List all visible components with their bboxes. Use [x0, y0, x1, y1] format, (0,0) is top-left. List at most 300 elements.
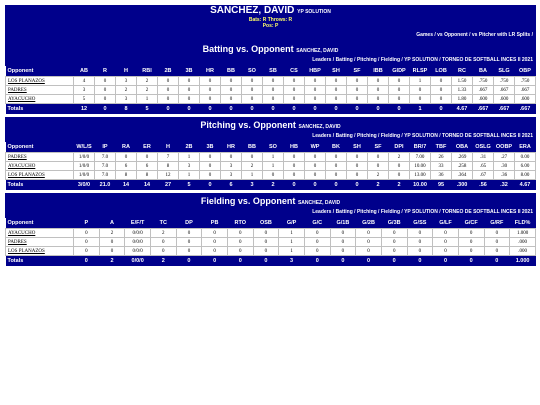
pitching-title-name: SANCHEZ, DAVID: [298, 124, 341, 130]
fielding-cell: 0: [202, 229, 228, 238]
batting-nav-links[interactable]: Leaders / Batting / Pitching / Fielding / YP SOLUTION / TORNEO DE SOFTBALL INCES II 2021: [5, 55, 536, 66]
batting-cell: 0: [347, 95, 368, 104]
batting-column-header[interactable]: AB: [74, 66, 95, 77]
fielding-cell: 0: [330, 247, 356, 256]
batting-cell: 5: [74, 95, 95, 104]
fielding-cell: 0: [484, 238, 510, 247]
fielding-cell: 0/0/0: [125, 238, 151, 247]
pitching-column-header[interactable]: ER: [137, 142, 158, 153]
pitching-cell: 0: [326, 171, 347, 180]
batting-header-row: [6, 66, 536, 77]
batting-column-header[interactable]: RLSP: [410, 66, 431, 77]
fielding-cell: 0: [484, 247, 510, 256]
batting-cell: 2: [116, 86, 137, 95]
batting-cell: 1.33: [452, 86, 473, 95]
pitching-section-title: [5, 117, 536, 131]
pitching-cell: 0: [368, 162, 389, 171]
fielding-column-header[interactable]: G/CF: [458, 218, 484, 229]
batting-cell: .750: [473, 77, 494, 86]
batting-cell: .600: [494, 95, 515, 104]
batting-cell: 0: [410, 95, 431, 104]
batting-cell: 0: [347, 77, 368, 86]
pitching-cell: 0: [326, 153, 347, 162]
batting-column-header[interactable]: IBB: [368, 66, 389, 77]
batting-column-header[interactable]: HBP: [305, 66, 326, 77]
fielding-cell: .000: [510, 238, 536, 247]
fielding-total-cell: 0: [330, 256, 356, 267]
fielding-column-header[interactable]: G/P: [279, 218, 305, 229]
fielding-cell: 0: [74, 229, 100, 238]
batting-cell: 0: [284, 86, 305, 95]
pitching-header-row: [6, 142, 536, 153]
batting-cell: 0: [431, 86, 452, 95]
batting-total-cell: 4.67: [452, 104, 473, 115]
bats-throws: Bats: R Throws: R: [248, 17, 293, 23]
pitching-column-header[interactable]: ERA: [515, 142, 536, 153]
batting-cell: 0: [221, 77, 242, 86]
pitching-total-cell: 14: [116, 180, 137, 191]
pitching-column-header[interactable]: Opponent: [6, 142, 74, 153]
batting-cell: 0: [368, 77, 389, 86]
batting-cell: 0: [95, 95, 116, 104]
pitching-column-header[interactable]: H: [158, 142, 179, 153]
opponent-link[interactable]: LOS PLANAZOS: [6, 247, 74, 256]
pitching-total-cell: .32: [494, 180, 515, 191]
fielding-cell: 0: [74, 238, 100, 247]
pitching-cell: 0: [242, 153, 263, 162]
batting-total-cell: 0: [284, 104, 305, 115]
pitching-column-header[interactable]: DPI: [389, 142, 410, 153]
fielding-cell: 0: [330, 229, 356, 238]
pitching-cell: 2: [368, 171, 389, 180]
fielding-cell: 0: [407, 247, 433, 256]
pitching-total-cell: 3/0/0: [74, 180, 95, 191]
fielding-total-cell: 2: [99, 256, 125, 267]
pitching-cell: 2: [389, 153, 410, 162]
batting-cell: 4: [74, 77, 95, 86]
pitching-column-header[interactable]: HB: [284, 142, 305, 153]
fielding-column-header[interactable]: PB: [202, 218, 228, 229]
batting-total-cell: 0: [347, 104, 368, 115]
batting-column-header[interactable]: SF: [347, 66, 368, 77]
pitching-cell: 6: [137, 162, 158, 171]
batting-column-header[interactable]: SO: [242, 66, 263, 77]
pitching-column-header[interactable]: BR/7: [410, 142, 431, 153]
pitching-column-header[interactable]: HR: [221, 142, 242, 153]
fielding-cell: 0: [304, 238, 330, 247]
batting-total-cell: 0: [95, 104, 116, 115]
pitching-column-header[interactable]: OBA: [452, 142, 473, 153]
batting-cell: .600: [473, 95, 494, 104]
pitching-column-header[interactable]: SH: [347, 142, 368, 153]
pitching-column-header[interactable]: RA: [116, 142, 137, 153]
batting-cell: 0: [410, 86, 431, 95]
pitching-column-header[interactable]: BB: [242, 142, 263, 153]
batting-total-cell: 0: [200, 104, 221, 115]
fielding-total-cell: 0: [253, 256, 279, 267]
fielding-cell: 1: [279, 229, 305, 238]
opponent-link[interactable]: PADRES: [6, 153, 74, 162]
fielding-section-title: [5, 193, 536, 207]
pitching-cell: 26: [431, 153, 452, 162]
pitching-cell: 0: [347, 171, 368, 180]
pitching-table-row: [6, 162, 536, 171]
pitching-cell: 0: [137, 153, 158, 162]
batting-column-header[interactable]: CS: [284, 66, 305, 77]
fielding-column-header[interactable]: G/3B: [381, 218, 407, 229]
player-name: SANCHEZ, DAVID: [210, 5, 295, 16]
pitching-cell: .65: [473, 162, 494, 171]
batting-cell: 0: [158, 95, 179, 104]
fielding-column-header[interactable]: G/RF: [484, 218, 510, 229]
fielding-cell: 0: [407, 229, 433, 238]
batting-total-cell: 0: [389, 104, 410, 115]
pitching-column-header[interactable]: BK: [326, 142, 347, 153]
player-header: [5, 5, 536, 29]
pitching-cell: 6: [116, 162, 137, 171]
fielding-table-row: [6, 247, 536, 256]
fielding-column-header[interactable]: A: [99, 218, 125, 229]
fielding-column-header[interactable]: OSB: [253, 218, 279, 229]
batting-cell: 0: [389, 95, 410, 104]
fielding-total-cell: 0: [176, 256, 202, 267]
fielding-cell: 0: [99, 238, 125, 247]
batting-cell: 0: [305, 86, 326, 95]
batting-cell: 0: [284, 77, 305, 86]
batting-cell: 0: [95, 77, 116, 86]
pitching-cell: 0: [284, 153, 305, 162]
fielding-cell: .000: [510, 247, 536, 256]
pitching-cell: 0: [284, 162, 305, 171]
totals-label: Totals: [6, 104, 74, 115]
batting-column-header[interactable]: SB: [263, 66, 284, 77]
fielding-cell: 0: [407, 238, 433, 247]
batting-column-header[interactable]: SLG: [494, 66, 515, 77]
fielding-header-row: [6, 218, 536, 229]
pitching-cell: 1: [179, 153, 200, 162]
pitching-cell: 1: [242, 171, 263, 180]
batting-cell: 0: [431, 77, 452, 86]
batting-title-name: SANCHEZ, DAVID: [296, 48, 339, 54]
batting-cell: .667: [473, 86, 494, 95]
pitching-total-cell: 3: [242, 180, 263, 191]
batting-cell: 0: [179, 95, 200, 104]
pitching-cell: 8: [116, 171, 137, 180]
batting-table-row: [6, 86, 536, 95]
fielding-column-header[interactable]: G/LF: [433, 218, 459, 229]
fielding-cell: 1.000: [510, 229, 536, 238]
batting-cell: 0: [263, 95, 284, 104]
fielding-nav-links[interactable]: Leaders / Batting / Pitching / Fielding / YP SOLUTION / TORNEO DE SOFTBALL INCES II 2021: [5, 207, 536, 218]
pitching-cell: 36: [431, 171, 452, 180]
fielding-column-header[interactable]: FLD%: [510, 218, 536, 229]
batting-cell: .667: [515, 86, 536, 95]
pitching-cell: 0: [305, 153, 326, 162]
batting-cell: 0: [179, 77, 200, 86]
batting-column-header[interactable]: R: [95, 66, 116, 77]
batting-cell: 3: [116, 95, 137, 104]
batting-column-header[interactable]: RBI: [137, 66, 158, 77]
pitching-cell: 7.0: [95, 171, 116, 180]
batting-cell: 3: [116, 77, 137, 86]
pitching-column-header[interactable]: OOBP: [494, 142, 515, 153]
pitching-total-cell: 4.67: [515, 180, 536, 191]
fielding-title: Fielding vs. Opponent: [200, 196, 296, 206]
batting-total-cell: 5: [137, 104, 158, 115]
fielding-cell: 0: [99, 247, 125, 256]
fielding-cell: 0: [202, 247, 228, 256]
pitching-cell: .36: [494, 171, 515, 180]
batting-cell: 0: [158, 77, 179, 86]
pitching-cell: .30: [494, 162, 515, 171]
fielding-total-cell: 0: [202, 256, 228, 267]
pitching-cell: 6.00: [515, 162, 536, 171]
batting-cell: 0: [305, 77, 326, 86]
opponent-link[interactable]: AYACUCHO: [6, 95, 74, 104]
pitching-total-cell: 5: [179, 180, 200, 191]
pitching-column-header[interactable]: IP: [95, 142, 116, 153]
batting-column-header[interactable]: LOB: [431, 66, 452, 77]
pitching-column-header[interactable]: 3B: [200, 142, 221, 153]
fielding-table-row: [6, 229, 536, 238]
batting-cell: .667: [494, 86, 515, 95]
batting-total-cell: .667: [473, 104, 494, 115]
fielding-total-cell: 0: [381, 256, 407, 267]
pitching-totals-row: [6, 180, 536, 191]
pitching-cell: .67: [473, 171, 494, 180]
pitching-cell: 1: [179, 171, 200, 180]
batting-column-header[interactable]: OBP: [515, 66, 536, 77]
pitching-cell: 8: [158, 162, 179, 171]
batting-column-header[interactable]: 3B: [179, 66, 200, 77]
fielding-total-cell: 0: [227, 256, 253, 267]
pitching-cell: 1/0/0: [74, 153, 95, 162]
fielding-cell: 0/0/0: [125, 229, 151, 238]
pitching-nav-links[interactable]: Leaders / Batting / Pitching / Fielding / YP SOLUTION / TORNEO DE SOFTBALL INCES II 2021: [5, 131, 536, 142]
pitching-total-cell: 27: [158, 180, 179, 191]
pitching-cell: 0: [200, 162, 221, 171]
pitching-total-cell: .300: [452, 180, 473, 191]
fielding-cell: 0: [253, 229, 279, 238]
batting-cell: 0: [305, 95, 326, 104]
pitching-cell: 1/0/0: [74, 171, 95, 180]
pitching-total-cell: 21.0: [95, 180, 116, 191]
pitching-cell: 3: [221, 162, 242, 171]
pitching-cell: 0: [200, 153, 221, 162]
batting-cell: 0: [200, 95, 221, 104]
pitching-total-cell: .56: [473, 180, 494, 191]
pitching-total-cell: 0: [284, 180, 305, 191]
fielding-cell: 0: [484, 229, 510, 238]
batting-cell: 0: [347, 86, 368, 95]
totals-label: Totals: [6, 256, 74, 267]
batting-column-header[interactable]: BA: [473, 66, 494, 77]
pitching-cell: .258: [452, 162, 473, 171]
pitching-cell: 0: [347, 162, 368, 171]
fielding-total-cell: 0: [304, 256, 330, 267]
fielding-total-cell: 1.000: [510, 256, 536, 267]
pitching-column-header[interactable]: TBF: [431, 142, 452, 153]
batting-total-cell: 0: [179, 104, 200, 115]
fielding-cell: 0: [202, 238, 228, 247]
pitching-cell: 0: [284, 171, 305, 180]
batting-cell: 0: [431, 95, 452, 104]
pitching-cell: .269: [452, 153, 473, 162]
fielding-cell: 2: [99, 229, 125, 238]
pitching-cell: 1: [263, 153, 284, 162]
fielding-cell: 0: [458, 229, 484, 238]
batting-total-cell: 0: [242, 104, 263, 115]
batting-cell: 1: [410, 77, 431, 86]
batting-cell: 0: [284, 95, 305, 104]
batting-total-cell: 0: [263, 104, 284, 115]
fielding-cell: 0: [381, 238, 407, 247]
batting-title: Batting vs. Opponent: [202, 44, 294, 54]
fielding-total-cell: 0: [484, 256, 510, 267]
batting-total-cell: .667: [515, 104, 536, 115]
batting-total-cell: 8: [116, 104, 137, 115]
fielding-column-header[interactable]: DP: [176, 218, 202, 229]
fielding-total-cell: 0: [458, 256, 484, 267]
batting-cell: 0: [389, 86, 410, 95]
fielding-column-header[interactable]: E/F/T: [125, 218, 151, 229]
opponent-link[interactable]: PADRES: [6, 86, 74, 95]
pitching-cell: 3: [221, 171, 242, 180]
fielding-cell: 0: [381, 247, 407, 256]
pitching-cell: 0: [305, 171, 326, 180]
pitching-cell: 10.00: [410, 162, 431, 171]
team-name[interactable]: YP SOLUTION: [297, 9, 331, 15]
fielding-cell: 0: [150, 238, 176, 247]
pitching-column-header[interactable]: W/L/S: [74, 142, 95, 153]
fielding-total-cell: 0: [407, 256, 433, 267]
pitching-table-row: [6, 153, 536, 162]
pitching-column-header[interactable]: WP: [305, 142, 326, 153]
fielding-column-header[interactable]: G/C: [304, 218, 330, 229]
fielding-column-header[interactable]: G/2B: [356, 218, 382, 229]
batting-total-cell: 0: [431, 104, 452, 115]
batting-cell: 1: [137, 95, 158, 104]
fielding-cell: 0: [176, 238, 202, 247]
pitching-total-cell: 0: [326, 180, 347, 191]
batting-column-header[interactable]: BB: [221, 66, 242, 77]
pitching-cell: 12: [158, 171, 179, 180]
opponent-link[interactable]: LOS PLANAZOS: [6, 171, 74, 180]
pitching-total-cell: 10.00: [410, 180, 431, 191]
batting-cell: 2: [137, 86, 158, 95]
batting-cell: 0: [263, 77, 284, 86]
pitching-cell: 7.00: [410, 153, 431, 162]
batting-column-header[interactable]: GIDP: [389, 66, 410, 77]
fielding-cell: 0: [176, 247, 202, 256]
fielding-column-header[interactable]: G/SS: [407, 218, 433, 229]
batting-cell: 3: [74, 86, 95, 95]
pitching-cell: 33: [431, 162, 452, 171]
pitching-cell: 0: [305, 162, 326, 171]
pitching-cell: 0: [347, 153, 368, 162]
batting-column-header[interactable]: SH: [326, 66, 347, 77]
pitching-cell: 1: [263, 162, 284, 171]
batting-section-title: [5, 41, 536, 55]
pitching-cell: 7: [158, 153, 179, 162]
pitching-column-header[interactable]: 2B: [179, 142, 200, 153]
fielding-column-header[interactable]: Opponent: [6, 218, 74, 229]
batting-column-header[interactable]: HR: [200, 66, 221, 77]
opponent-link[interactable]: LOS PLANAZOS: [6, 77, 74, 86]
opponent-link[interactable]: PADRES: [6, 238, 74, 247]
fielding-cell: 1: [279, 238, 305, 247]
fielding-cell: 0: [304, 247, 330, 256]
pitching-column-header[interactable]: OSLG: [473, 142, 494, 153]
opponent-link[interactable]: AYACUCHO: [6, 229, 74, 238]
pitching-cell: 7.0: [95, 153, 116, 162]
fielding-cell: 0: [356, 247, 382, 256]
batting-cell: 1.80: [452, 95, 473, 104]
player-nav-links-text[interactable]: Games / vs Opponent / vs Pitcher with LR Splits /: [416, 32, 533, 38]
batting-column-header[interactable]: Opponent: [6, 66, 74, 77]
fielding-cell: 0: [356, 229, 382, 238]
pitching-total-cell: 6: [221, 180, 242, 191]
fielding-cell: 0: [433, 229, 459, 238]
batting-cell: 0: [368, 86, 389, 95]
pitching-column-header[interactable]: SF: [368, 142, 389, 153]
pitching-cell: 0: [263, 171, 284, 180]
batting-cell: 0: [389, 77, 410, 86]
batting-column-header[interactable]: 2B: [158, 66, 179, 77]
fielding-cell: 0: [253, 247, 279, 256]
batting-cell: 0: [368, 95, 389, 104]
pitching-total-cell: 0: [305, 180, 326, 191]
batting-cell: 0: [221, 86, 242, 95]
opponent-link[interactable]: AYACUCHO: [6, 162, 74, 171]
pitching-cell: 0: [221, 153, 242, 162]
fielding-totals-row: [6, 256, 536, 267]
fielding-cell: 0: [176, 229, 202, 238]
fielding-cell: 0: [304, 229, 330, 238]
batting-column-header[interactable]: H: [116, 66, 137, 77]
fielding-title-name: SANCHEZ, DAVID: [297, 200, 341, 206]
pitching-cell: 0: [368, 153, 389, 162]
pitching-column-header[interactable]: SO: [263, 142, 284, 153]
fielding-column-header[interactable]: G/1B: [330, 218, 356, 229]
fielding-cell: 0: [74, 247, 100, 256]
fielding-cell: 0: [356, 238, 382, 247]
batting-cell: 1.50: [452, 77, 473, 86]
pitching-cell: .364: [452, 171, 473, 180]
fielding-cell: 0: [227, 229, 253, 238]
fielding-cell: 0: [150, 247, 176, 256]
batting-total-cell: 0: [221, 104, 242, 115]
pitching-total-cell: 2: [389, 180, 410, 191]
player-nav-links[interactable]: [5, 29, 536, 41]
fielding-cell: 0: [433, 238, 459, 247]
pitching-cell: 0.00: [515, 153, 536, 162]
pitching-total-cell: 14: [137, 180, 158, 191]
batting-cell: 0: [221, 95, 242, 104]
fielding-cell: 0: [253, 238, 279, 247]
batting-cell: 0: [263, 86, 284, 95]
fielding-column-header[interactable]: RTO: [227, 218, 253, 229]
batting-total-cell: 0: [158, 104, 179, 115]
pitching-cell: 3: [179, 162, 200, 171]
batting-cell: 0: [158, 86, 179, 95]
pitching-total-cell: 2: [368, 180, 389, 191]
pitching-total-cell: 95: [431, 180, 452, 191]
fielding-column-header[interactable]: TC: [150, 218, 176, 229]
batting-column-header[interactable]: RC: [452, 66, 473, 77]
batting-cell: 0: [179, 86, 200, 95]
fielding-column-header[interactable]: P: [74, 218, 100, 229]
